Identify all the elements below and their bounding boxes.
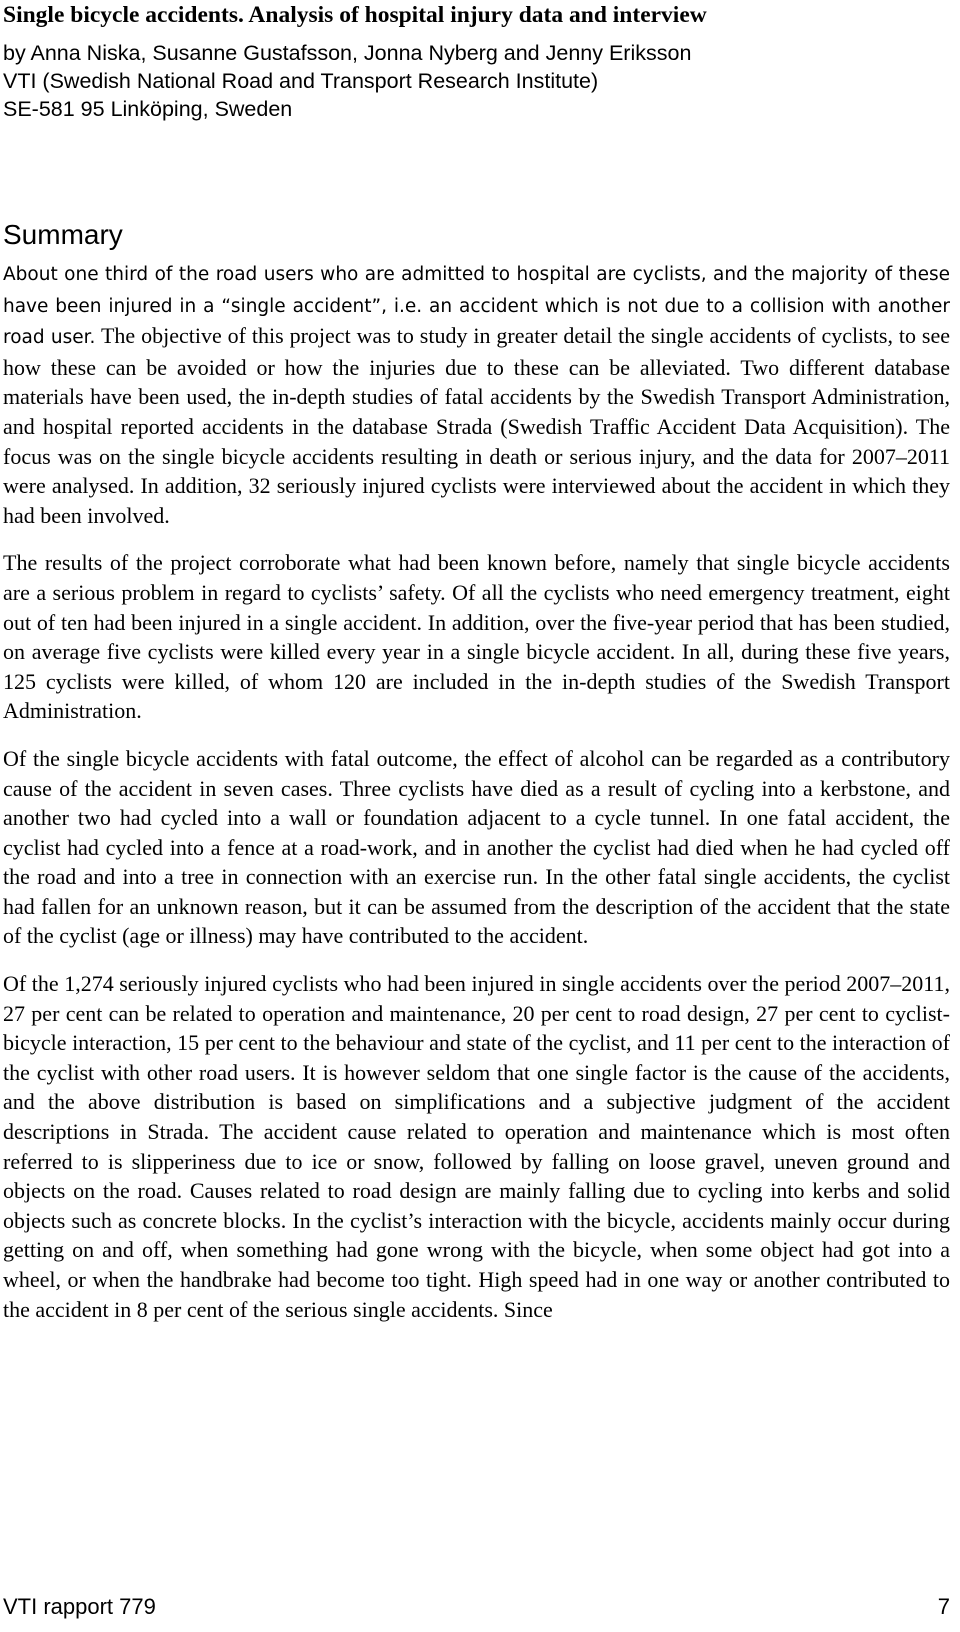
document-page — [3, 0, 950, 1324]
footer-page-number: 7 — [937, 1594, 950, 1619]
authors-line: by Anna Niska, Susanne Gustafsson, Jonna Nyberg and Jenny Eriksson — [3, 41, 692, 65]
summary-paragraph-1-intro: About one third of the road users who are admitted to hospital are cyclists, and the majority of these have been injured in a “single accident”, i.e. an accident which is not due to a collision with another road user. — [3, 264, 950, 349]
footer-report-name: VTI rapport 779 — [3, 1594, 156, 1619]
summary-paragraph-1-body: The objective of this project was to study in greater detail the single accidents of cyclists, to see how these can be avoided or how the injuries due to these can be alleviated. Two different database materials have been used, the in-depth studies of fatal accidents by the Swedish Transport Administration, and hospital reported accidents in the database Strada (Swedish Traffic Accident Data Acquisition). The focus was on the single bicycle accidents resulting in death or serious injury, and the data for 2007–2011 were analysed. In addition, 32 seriously injured cyclists were interviewed about the accident in which they had been involved. — [3, 323, 950, 528]
institute-line: VTI (Swedish National Road and Transport Research Institute) — [3, 69, 599, 93]
document-title: Single bicycle accidents. Analysis of hospital injury data and interview — [3, 2, 707, 28]
page-footer — [3, 1592, 950, 1622]
summary-paragraph-1 — [3, 258, 950, 530]
summary-heading: Summary — [3, 219, 123, 250]
summary-paragraph-3: Of the single bicycle accidents with fatal outcome, the effect of alcohol can be regarded as a contributory cause of the accident in seven cases. Three cyclists have died as a result of cycling into a kerbstone, and another two had cycled into a wall or foundation adjacent to a cycle tunnel. In one fatal accident, the cyclist had cycled into a fence at a road-work, and in another the cyclist had died when he had cycled off the road and into a tree in connection with an exercise run. In the other fatal single accidents, the cyclist had fallen for an unknown reason, but it can be assumed from the description of the accident that the state of the cyclist (age or illness) may have contributed to the accident. — [3, 745, 950, 949]
summary-paragraph-4: Of the 1,274 seriously injured cyclists who had been injured in single accidents over the period 2007–2011, 27 per cent can be related to operation and maintenance, 20 per cent to road design, 27 per cent to cyclist-bicycle interaction, 15 per cent to the behaviour and state of the cyclist, and 11 per cent to the interaction of the cyclist with other road users. It is however seldom that one single factor is the cause of the accidents, and the above distribution is based on simplifications and a subjective judgment of the accident descriptions in Strada. The accident cause related to operation and maintenance which is most often referred to is slipperiness due to ice or snow, followed by falling on loose gravel, uneven ground and objects on the road. Causes related to road design are mainly falling due to cycling into kerbs and solid objects such as concrete blocks. In the cyclist’s interaction with the bicycle, accidents mainly occur during getting on and off, when something had gone wrong with the bicycle, when some object had got into a wheel, or when the handbrake had become too tight. High speed had in one way or another contributed to the accident in 8 per cent of the serious single accidents. Since — [3, 971, 950, 1322]
summary-paragraph-2: The results of the project corroborate what had been known before, namely that single bicycle accidents are a serious problem in regard to cyclists’ safety. Of all the cyclists who need emergency treatment, eight out of ten had been injured in a single accident. In addition, over the five-year period that has been studied, on average five cyclists were killed every year in a single bicycle accident. In all, during these five years, 125 cyclists were killed, of whom 120 are included in the in-depth studies of the Swedish Transport Administration. — [3, 550, 950, 724]
author-block — [3, 39, 950, 123]
address-line: SE-581 95 Linköping, Sweden — [3, 97, 293, 121]
